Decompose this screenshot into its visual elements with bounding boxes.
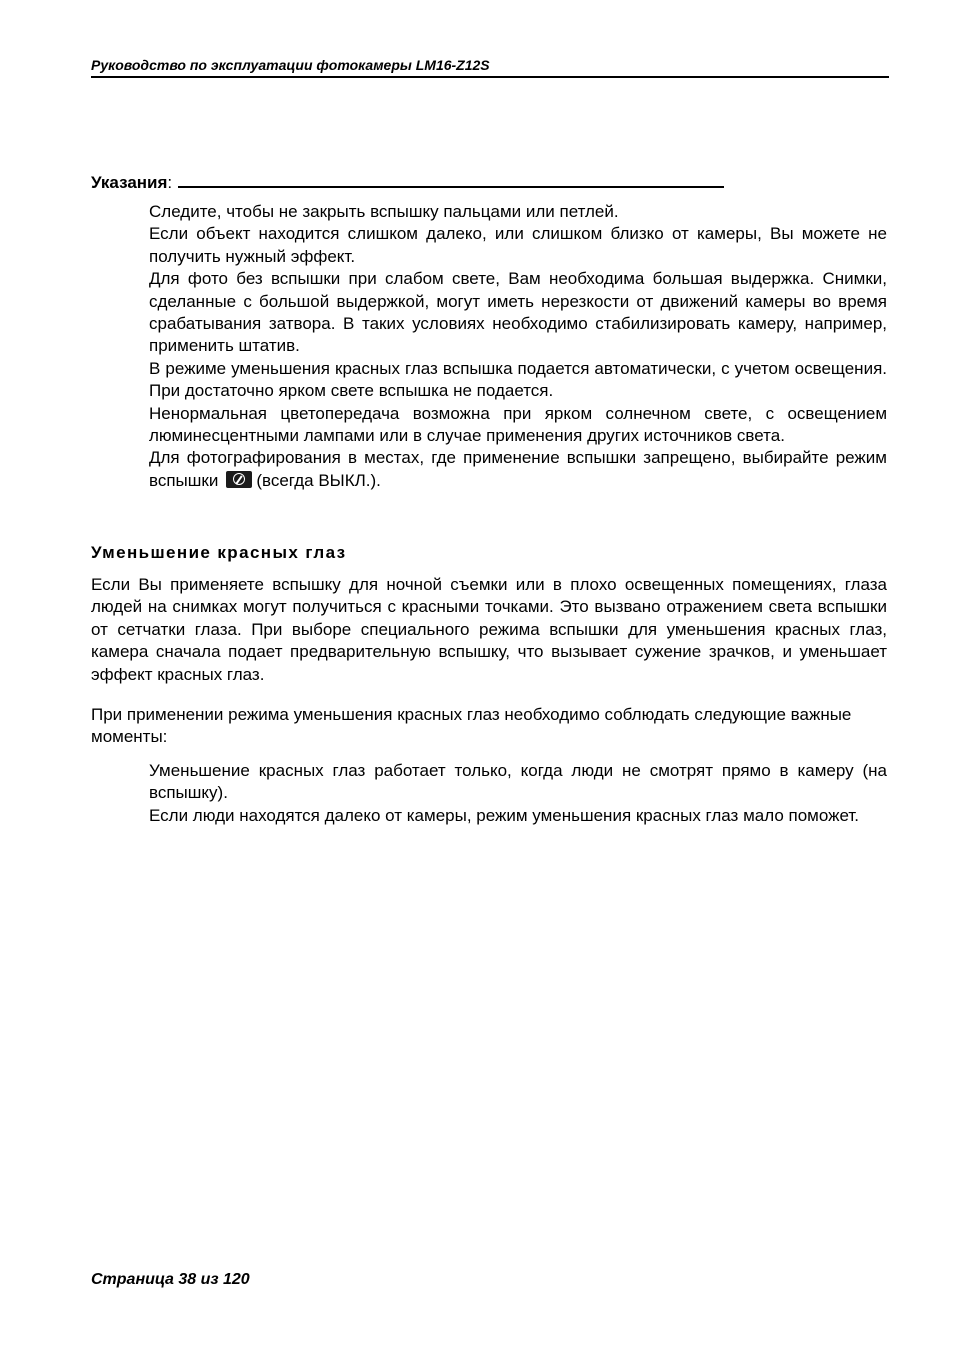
- notes-item: Следите, чтобы не закрыть вспышку пальцами или петлей.: [149, 202, 619, 221]
- notes-list: [149, 201, 887, 492]
- red-eye-list: [149, 760, 887, 827]
- notes-heading: [91, 168, 724, 194]
- red-eye-paragraph-1: Если Вы применяете вспышку для ночной съемки или в плохо освещенных помещениях, глаза людей на снимках могут получиться с красными точками. Это вызвано отражением света вспышки от сетчатки глаза. При выборе специального режима вспышки для уменьшения красных глаз, камера сначала подает предварительную вспышку, что вызывает сужение зрачков, и уменьшает эффект красных глаз.: [91, 575, 887, 684]
- notes-item: Если объект находится слишком далеко, или слишком близко от камеры, Вы можете не получить нужный эффект.: [149, 224, 887, 266]
- notes-item: В режиме уменьшения красных глаз вспышка подается автоматически, с учетом освещения. При достаточно ярком свете вспышка не подается.: [149, 358, 887, 401]
- red-eye-item: Уменьшение красных глаз работает только, когда люди не смотрят прямо в камеру (на вспышку).: [149, 761, 887, 803]
- notes-heading-label: Указания: [91, 173, 168, 192]
- notes-item-text: Для фотографирования в местах, где применение вспышки запрещено, выбирайте режим вспышки: [149, 448, 887, 490]
- page-header: Руководство по эксплуатации фотокамеры LM16-Z12S: [91, 56, 889, 78]
- notes-item: Для фото без вспышки при слабом свете, Вам необходима большая выдержка. Снимки, сделанные с большой выдержкой, могут иметь нерезкости от движений камеры во время срабатывания затвора. В таких условиях необходимо стабилизировать камеру, например, применить штатив.: [149, 269, 887, 356]
- flash-off-icon: [226, 471, 252, 488]
- red-eye-item: Если люди находятся далеко от камеры, режим уменьшения красных глаз мало поможет.: [149, 805, 860, 825]
- red-eye-paragraph-2: При применении режима уменьшения красных глаз необходимо соблюдать следующие важные моменты:: [91, 705, 852, 747]
- notes-heading-rule: [178, 168, 724, 188]
- page-footer: Страница 38 из 120: [91, 1271, 250, 1288]
- notes-heading-colon: :: [167, 173, 173, 192]
- notes-item-flash: [149, 447, 887, 492]
- notes-item: Ненормальная цветопередача возможна при ярком солнечном свете, с освещением люминесцентными лампами или в случае применения других источников света.: [149, 403, 887, 446]
- notes-item-text-after-icon: (всегда ВЫКЛ.).: [256, 470, 381, 490]
- red-eye-heading: Уменьшение красных глаз: [91, 543, 347, 562]
